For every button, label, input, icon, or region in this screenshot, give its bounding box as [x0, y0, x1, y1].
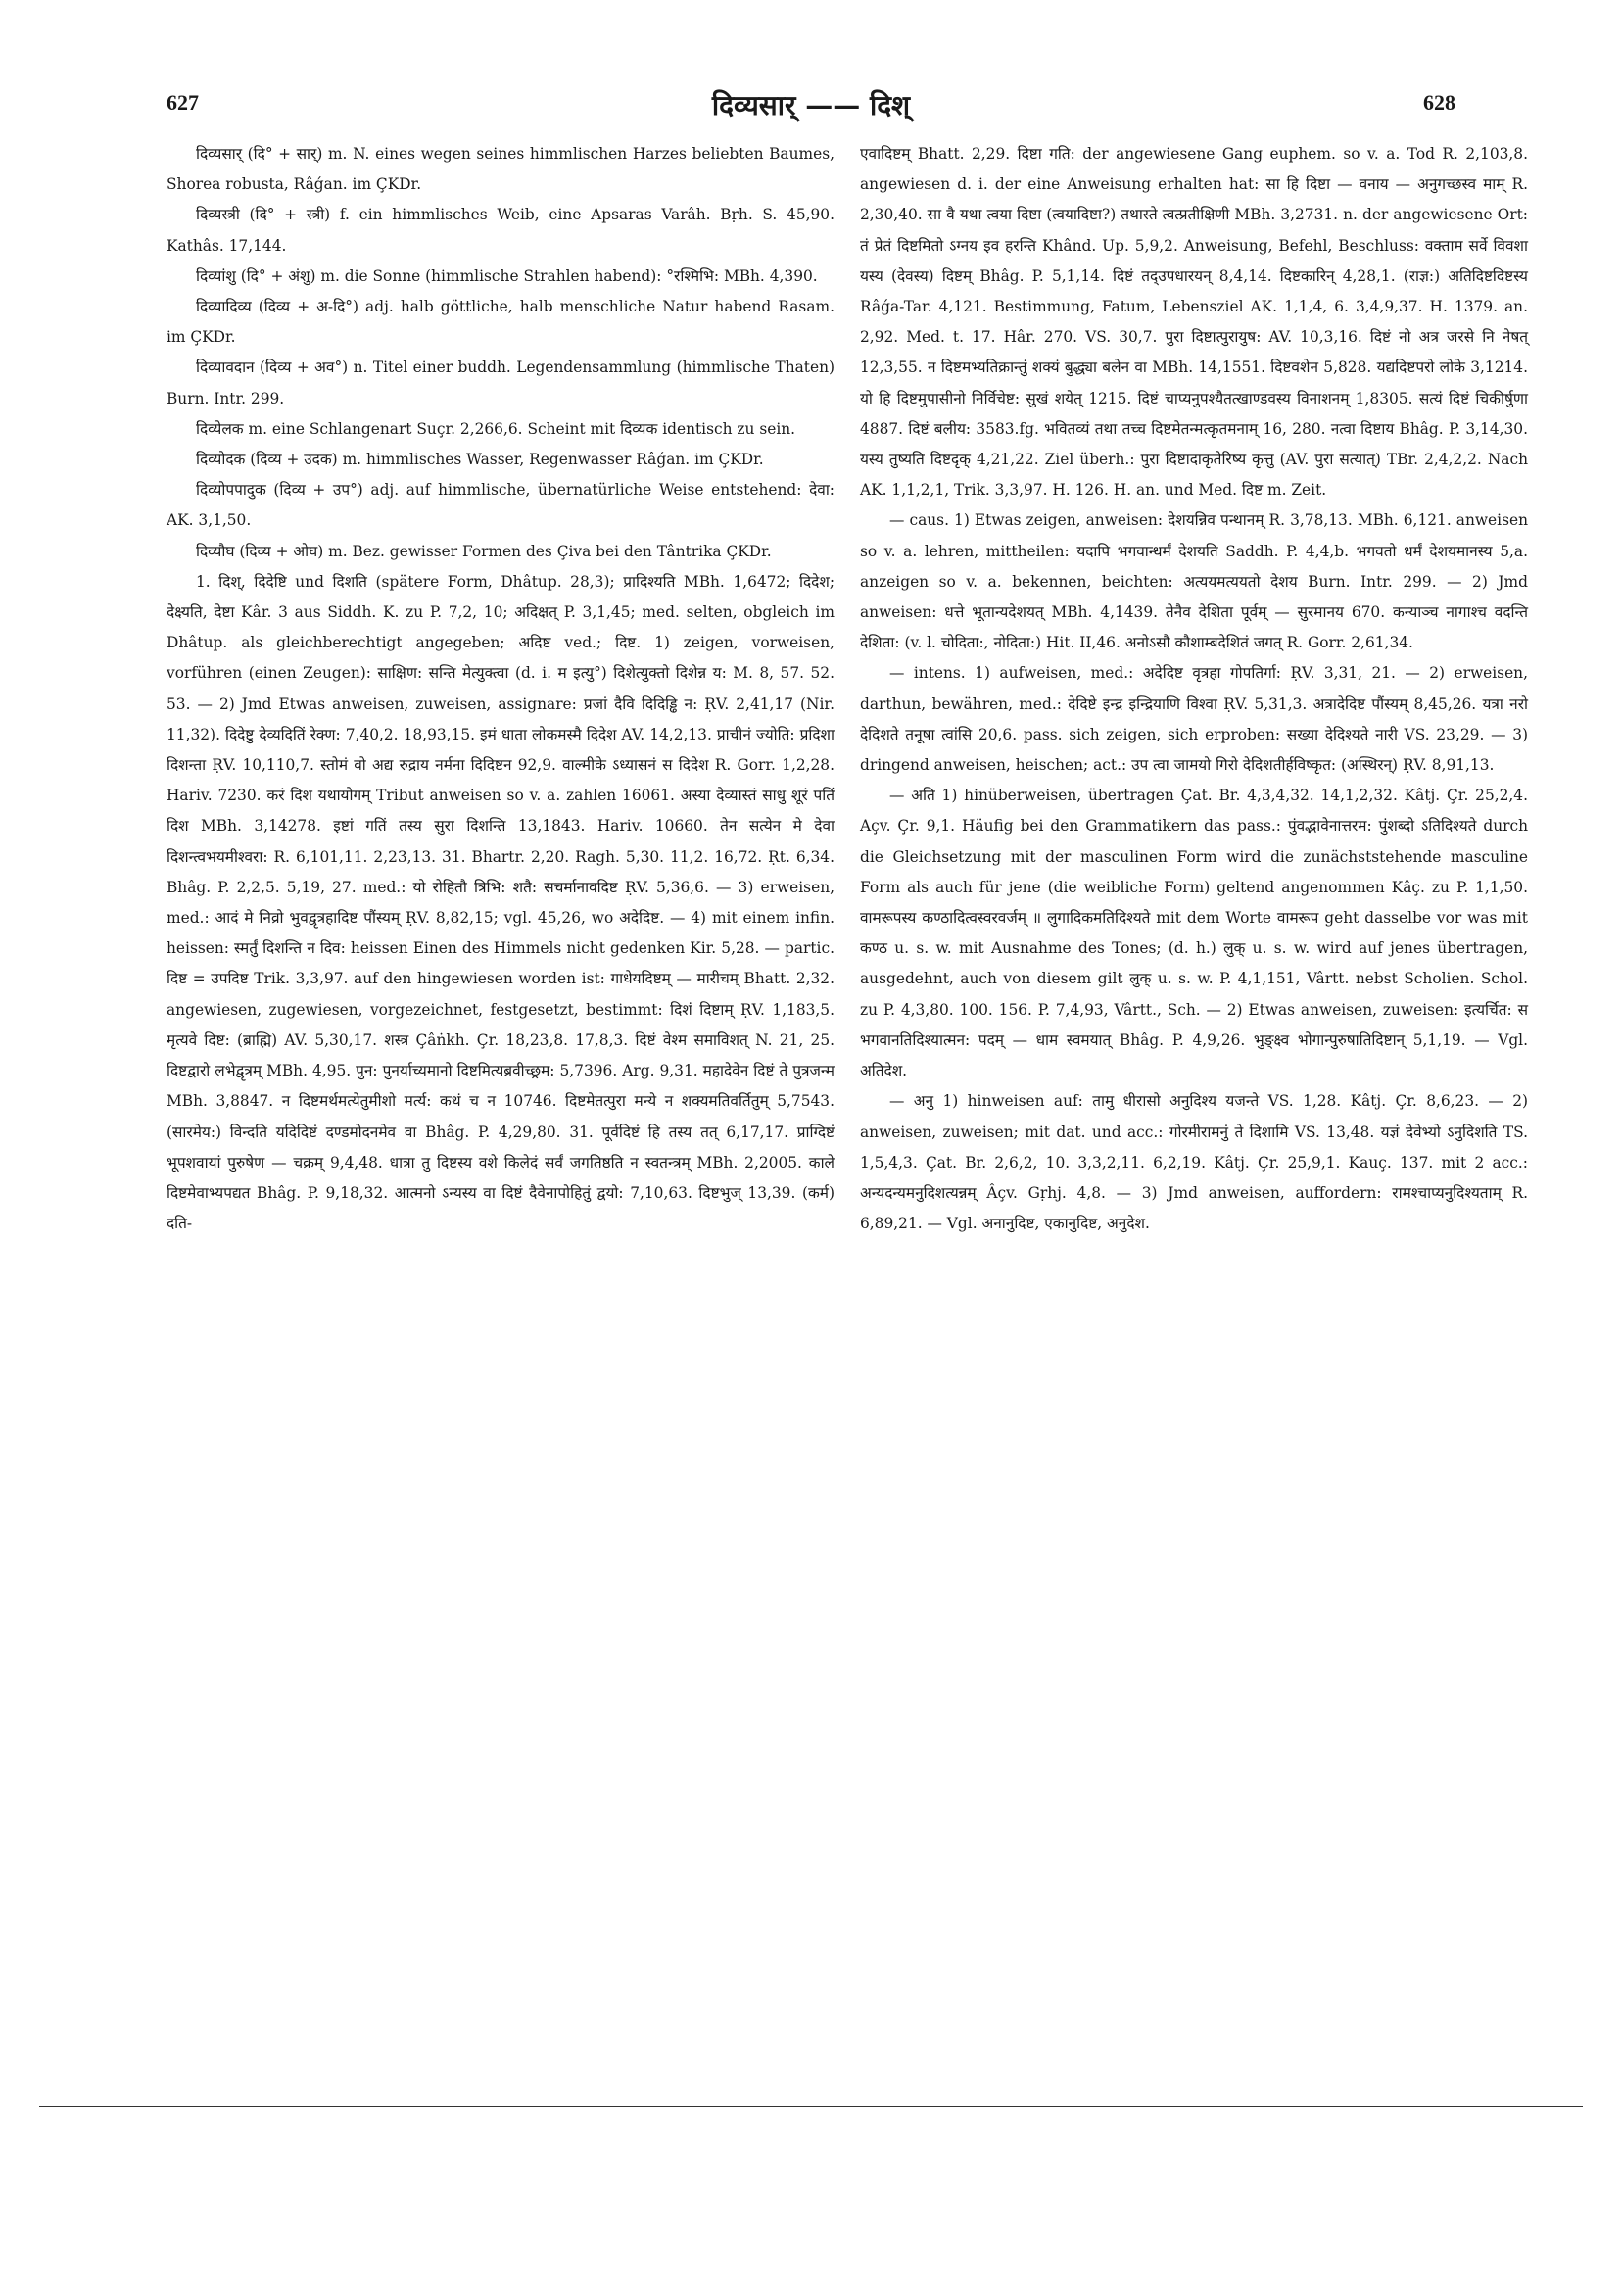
bottom-rule — [39, 2106, 1583, 2107]
running-head: दिव्यसार् —— दिश् — [711, 89, 911, 121]
dictionary-entry: दिव्यादिव्य (दिव्य + अ-दि°) adj. halb göttliche, halb menschliche Natur habend Rasam. im ÇKDr. — [167, 298, 835, 347]
dictionary-entry: दिव्यावदान (दिव्य + अव°) n. Titel einer buddh. Legendensammlung (himmlische Thaten) Burn. Intr. 299. — [167, 359, 835, 407]
dictionary-entry: दिव्यस्त्री (दि° + स्त्री) f. ein himmlisches Weib, eine Apsaras Varâh. Bṛh. S. 45,90. Kathâs. 17,144. — [167, 206, 835, 255]
page-number-right: 628 — [1423, 90, 1455, 115]
dictionary-entry: दिव्यसार् (दि° + सार्) m. N. eines wegen seines himmlischen Harzes beliebten Baumes, Shorea robusta, Râǵan. im ÇKDr. — [167, 145, 835, 194]
page-header — [167, 86, 1455, 125]
dictionary-entry: दिव्येलक m. eine Schlangenart Suçr. 2,266,6. Scheint mit दिव्यक identisch zu sein. — [196, 419, 796, 438]
dictionary-entry: — caus. 1) Etwas zeigen, anweisen: देशयन्निव पन्थानम् R. 3,78,13. MBh. 6,121. anweisen so v. a. lehren, mittheilen: यदापि भगवान्धर्मं देशयति Saddh. P. 4,4,b. भगवतो धर्मं देशयमानस्य 5,a. anzeigen so v. a. bekennen, beichten: अत्ययमत्ययतो देशय Burn. Intr. 299. — 2) Jmd anweisen: धत्ते भूतान्यदेशयत् MBh. 4,1439. तेनैव देशिता पूर्वम् — सुरमानय 670. कन्याञ्च नागाश्च वदन्ति देशिता: (v. l. चोदिता:, नोदिता:) Hit. II,46. अनोऽसौ कौशाम्बदेशितं जगत् R. Gorr. 2,61,34. — [860, 511, 1528, 652]
dictionary-entry: 1. दिश्, दिदेष्टि und दिशति (spätere Form, Dhâtup. 28,3); प्रादिश्यति MBh. 1,6472; दिदेश; देक्ष्यति, देष्टा Kâr. 3 aus Siddh. K. zu P. 7,2, 10; अदिक्षत् P. 3,1,45; med. selten, obgleich im Dhâtup. als gleichberechtigt angegeben; अदिष्ट ved.; दिष्ट. 1) zeigen, vorweisen, vorführen (einen Zeugen): साक्षिण: सन्ति मेत्युक्त्वा (d. i. म इत्यु°) दिशेत्युक्तो दिशेन्न य: M. 8, 57. 52. 53. — 2) Jmd Etwas anweisen, zuweisen, assignare: प्रजां दैवि दिदिड्ढि न: ṚV. 2,41,17 (Nir. 11,32). दिदेष्टु देव्यदितिं रेक्ण: 7,40,2. 18,93,15. इमं धाता लोकमस्मै दिदेश AV. 14,2,13. प्राचीनं ज्योति: प्रदिशा दिशन्ता ṚV. 10,110,7. स्तोमं वो अद्य रुद्राय नर्मना दिदिष्टन 92,9. वाल्मीके ऽध्यासनं स दिदेश R. Gorr. 1,2,28. Hariv. 7230. करं दिश यथायोगम् Tribut anweisen so v. a. zahlen 16061. अस्या देव्यास्तं साधु शूरं पतिं दिश MBh. 3,14278. इष्टां गतिं तस्य सुरा दिशन्ति 13,1843. Hariv. 10660. तेन सत्येन मे देवा दिशन्त्वभयमीश्वरा: R. 6,101,11. 2,23,13. 31. Bhartr. 2,20. Ragh. 5,30. 11,2. 16,72. Ṛt. 6,34. Bhâg. P. 2,2,5. 5,19, 27. med.: यो रोहितौ त्रिभि: शतै: सचर्मानावदिष्ट ṚV. 5,36,6. — 3) erweisen, med.: आदं मे निव्रो भुवद्वृत्रहादिष्ट पौंस्यम् ṚV. 8,82,15; vgl. 45,26, wo अदेदिष्ट. — 4) mit einem infin. heissen: स्मर्तुं दिशन्ति न दिव: heissen Einen des Himmels nicht gedenken Kir. 5,28. — partic. दिष्ट = उपदिष्ट Trik. 3,3,97. auf den hingewiesen worden ist: गाधेयदिष्टम् — मारीचम् Bhatt. 2,32. angewiesen, zugewiesen, vorgezeichnet, festgesetzt, bestimmt: दिशं दिष्टाम् ṚV. 1,183,5. मृत्यवे दिष्ट: (ब्राह्मि) AV. 5,30,17. शस्त्र Çâṅkh. Çr. 18,23,8. 17,8,3. दिष्टं वेश्म समाविशत् N. 21, 25. दिष्टद्वारो लभेद्वृत्रम् MBh. 4,95. पुन: पुनर्याच्यमानो दिष्टमित्यब्रवीच्छ्रम: 5,7396. Arg. 9,31. महादेवेन दिष्टं ते पुत्रजन्म MBh. 3,8847. न दिष्टमर्थमत्येतुमीशो मर्त्य: कथं च न 10746. दिष्टमेतत्पुरा मन्ये न शक्यमतिवर्तितुम् 5,7543. (सारमेय:) विन्दति यदिदिष्टं दण्डमोदनमेव वा Bhâg. P. 4,29,80. 31. पूर्वदिष्टं हि तस्य तत् 6,17,17. प्राग्दिष्टं भूपशवायां पुरुषेण — चक्रम् 9,4,48. धात्रा तु दिष्टस्य वशे किलेदं सर्वं जगतिष्ठति न स्वतन्त्रम् MBh. 2,2005. काले दिष्टमेवाभ्यपद्यत Bhâg. P. 9,18,32. आत्मनो ऽन्यस्य वा दिष्टं दैवेनापोहितुं द्वयो: 7,10,63. दिष्टभुज् 13,39. (कर्म) दति- — [167, 572, 835, 1233]
right-column — [860, 139, 1528, 1239]
left-column — [167, 139, 835, 1239]
dictionary-entry: — अनु 1) hinweisen auf: तामु धीरासो अनुदिश्य यजन्ते VS. 1,28. Kâtj. Çr. 8,6,23. — 2) anweisen, zuweisen; mit dat. und acc.: गोरमीरामनुं ते दिशामि VS. 13,48. यज्ञं देवेभ्यो ऽनुदिशति TS. 1,5,4,3. Çat. Br. 2,6,2, 10. 3,3,2,11. 6,2,19. Kâtj. Çr. 25,9,1. Kauç. 137. mit 2 acc.: अन्यदन्यमनुदिशत्यन्नम् Âçv. Gṛhj. 4,8. — 3) Jmd anweisen, auffordern: रामश्चाप्यनुदिश्यताम् R. 6,89,21. — Vgl. अनानुदिष्ट, एकानुदिष्ट, अनुदेश. — [860, 1092, 1528, 1233]
dictionary-entry: एवादिष्टम् Bhatt. 2,29. दिष्टा गति: der angewiesene Gang euphem. so v. a. Tod R. 2,103,8. angewiesen d. i. der eine Anweisung erhalten hat: सा हि दिष्टा — वनाय — अनुगच्छस्व माम् R. 2,30,40. सा वै यथा त्वया दिष्टा (त्वयादिष्टा?) तथास्ते त्वत्प्रतीक्षिणी MBh. 3,2731. n. der angewiesene Ort: तं प्रेतं दिष्टमितो ऽग्नय इव हरन्ति Khând. Up. 5,9,2. Anweisung, Befehl, Beschluss: वक्ताम सर्वे विवशा यस्य (देवस्य) दिष्टम् Bhâg. P. 5,1,14. दिष्टं तद्उपधारयन् 8,4,14. दिष्टकारिन् 4,28,1. (राज्ञ:) अतिदिष्टदिष्टस्य Râǵa-Tar. 4,121. Bestimmung, Fatum, Lebensziel AK. 1,1,4, 6. 3,4,9,37. H. 1379. an. 2,92. Med. t. 17. Hâr. 270. VS. 30,7. पुरा दिष्टात्पुरायुष: AV. 10,3,16. दिष्टं नो अत्र जरसे नि नेषत् 12,3,55. न दिष्टमभ्यतिक्रान्तुं शक्यं बुद्ध्या बलेन वा MBh. 14,1551. दिष्टवशेन 5,828. यद्यदिष्टपरो लोके 3,1214. यो हि दिष्टमुपासीनो निर्विचेष्ट: सुखं शयेत् 1215. दिष्टं चाप्यनुपश्यैतत्खाण्डवस्य विनाशनम् 1,8305. सत्यं दिष्टं चिकीर्षुणा 4887. दिष्टं बलीय: 3583.fg. भवितव्यं तथा तच्च दिष्टमेतन्मत्कृतमनाम् 16, 280. नत्वा दिष्टाय Bhâg. P. 3,14,30. यस्य तुष्यति दिष्टदृक् 4,21,22. Ziel überh.: पुरा दिष्टादाकृतेरिष्य कृत्तु (AV. पुरा सत्यात्) TBr. 2,4,2,2. Nach AK. 1,1,2,1, Trik. 3,3,97. H. 126. H. an. und Med. दिष्ट m. Zeit. — [860, 145, 1528, 500]
dictionary-entry: — intens. 1) aufweisen, med.: अदेदिष्ट वृत्रहा गोपतिर्गा: ṚV. 3,31, 21. — 2) erweisen, darthun, bewähren, med.: देदिष्टे इन्द्र इन्द्रियाणि विश्वा ṚV. 5,31,3. अत्रादेदिष्ट पौंस्यम् 8,45,26. यत्रा नरो देदिशते तनूषा त्वांसि 20,6. pass. sich zeigen, sich erproben: सख्या देदिश्यते नारी VS. 23,29. — 3) dringend anweisen, heischen; act.: उप त्वा जामयो गिरो देदिशतीर्हविष्कृत: (अस्थिरन्) ṚV. 8,91,13. — [860, 664, 1528, 775]
dictionary-entry: दिव्यांशु (दि° + अंशु) m. die Sonne (himmlische Strahlen habend): °रश्मिभि: MBh. 4,390. — [196, 266, 818, 285]
dictionary-entry: दिव्यौघ (दिव्य + ओघ) m. Bez. gewisser Formen des Çiva bei den Tântrika ÇKDr. — [196, 542, 772, 560]
page-number-left: 627 — [167, 90, 199, 115]
dictionary-entry: दिव्योदक (दिव्य + उदक) m. himmlisches Wasser, Regenwasser Râǵan. im ÇKDr. — [196, 451, 764, 469]
dictionary-entry: दिव्योपपादुक (दिव्य + उप°) adj. auf himmlische, übernatürliche Weise entstehend: देवा: AK. 3,1,50. — [167, 481, 835, 530]
dictionary-entry: — अति 1) hinüberweisen, übertragen Çat. Br. 4,3,4,32. 14,1,2,32. Kâtj. Çr. 25,2,4. Açv. Çr. 9,1. Häufig bei den Grammatikern das pass.: पुंवद्भावेनात्तरम: पुंशब्दो ऽतिदिश्यते durch die Gleichsetzung mit der masculinen Form wird die zunächststehende masculine Form als auch für jene (die weibliche Form) geltend angenommen Kâç. zu P. 1,1,50. वामरूपस्य कण्ठादित्वस्वरवर्जम् ॥ लुगादिकमतिदिश्यते mit dem Worte वामरूप geht dasselbe vor was mit कण्ठ u. s. w. mit Ausnahme des Tones; (d. h.) लुक् u. s. w. wird auf jenes übertragen, ausgedehnt, auch von diesem gilt लुक् u. s. w. P. 4,1,151, Vârtt. nebst Scholien. Schol. zu P. 4,3,80. 100. 156. P. 7,4,93, Vârtt., Sch. — 2) Etwas anweisen, zuweisen: इत्यर्चित: स भगवानतिदिश्यात्मन: पदम् — धाम स्वमयात् Bhâg. P. 4,9,26. भुङ्क्ष्व भोगान्पुरुषातिदिष्टान् 5,1,19. — Vgl. अतिदेश. — [860, 787, 1528, 1080]
